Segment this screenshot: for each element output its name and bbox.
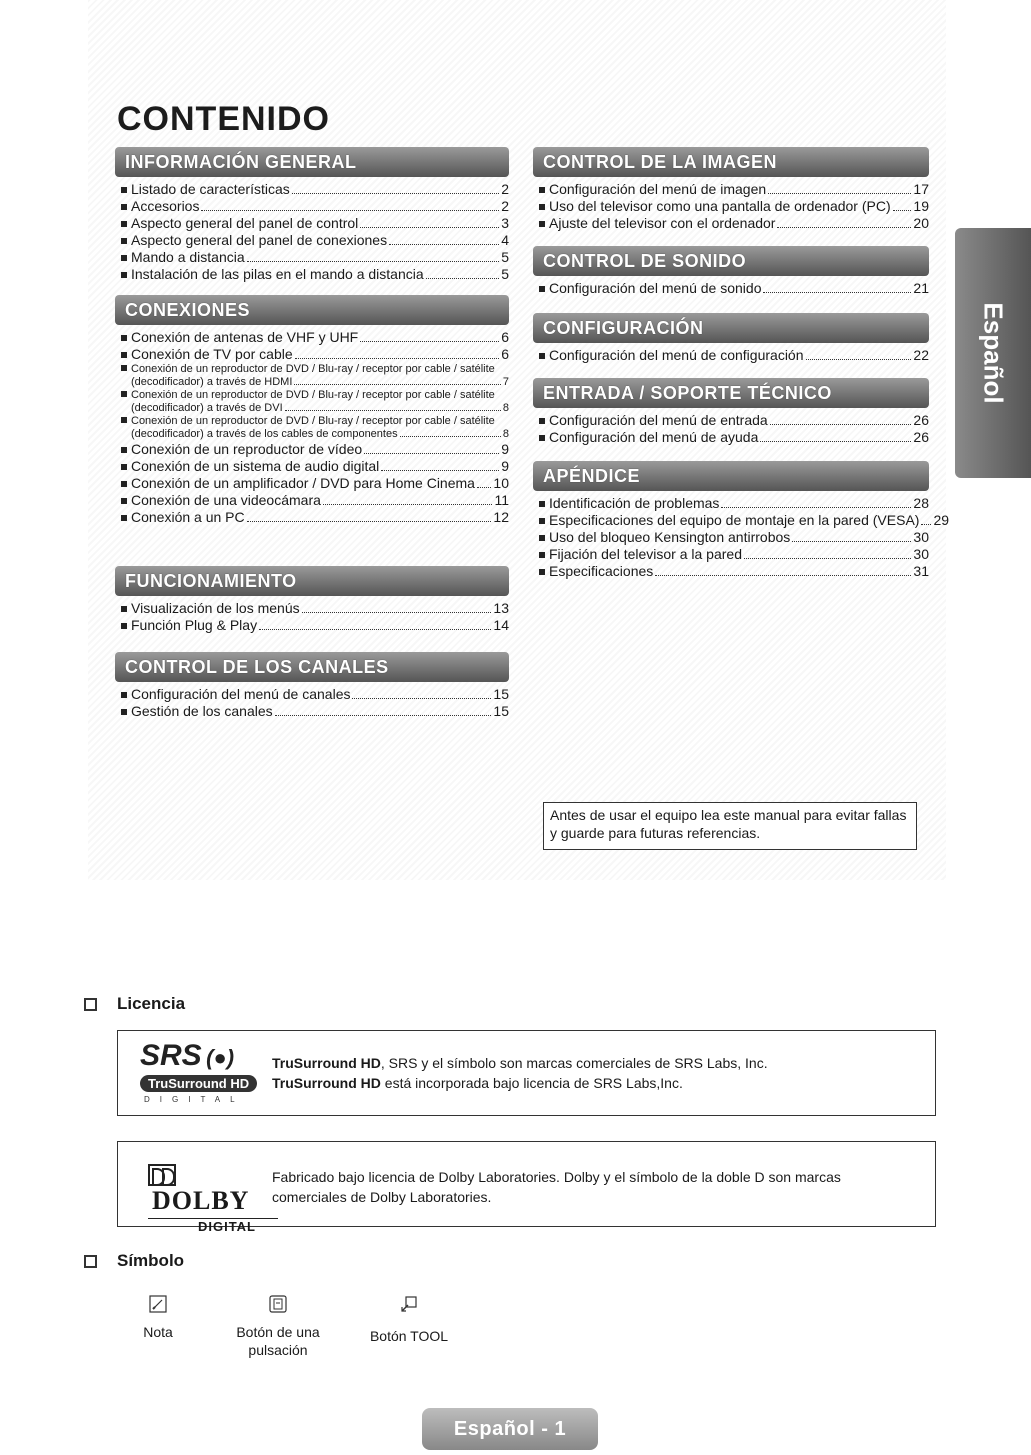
bullet-icon	[121, 606, 127, 612]
toc-item	[121, 346, 509, 363]
section-title: CONEXIONES	[115, 295, 509, 325]
toc-item-page: 8	[502, 428, 509, 440]
toc-item	[539, 495, 929, 512]
toc-item-label: Identificación de problemas	[549, 495, 720, 511]
toc-item	[121, 329, 509, 346]
section-info	[115, 147, 509, 283]
toc-item-page: 30	[913, 546, 929, 562]
toc-item-label: Aspecto general del panel de conexiones	[131, 232, 388, 248]
bullet-icon	[121, 709, 127, 715]
toc-item-page: 20	[913, 215, 929, 231]
tool-icon	[400, 1295, 418, 1313]
toc-item-page: 17	[913, 181, 929, 197]
toc-item	[121, 509, 509, 526]
dot-leader	[760, 441, 911, 442]
section-title: CONTROL DE LA IMAGEN	[533, 147, 929, 177]
dolby-license-text: Fabricado bajo licencia de Dolby Laboratories. Dolby y el símbolo de la doble D son marcas comerciales de Dolby Laboratories.	[272, 1169, 841, 1205]
toc-item-page: 31	[913, 563, 929, 579]
toc-item-page: 21	[913, 280, 929, 296]
dolby-logo-digital: DIGITAL	[148, 1218, 278, 1234]
toc-list	[115, 329, 509, 526]
bullet-icon	[121, 481, 127, 487]
toc-item-page: 11	[494, 492, 509, 508]
toc-item	[539, 215, 929, 232]
toc-list	[115, 686, 509, 720]
section-title: CONFIGURACIÓN	[533, 313, 929, 343]
section-sonido	[533, 246, 929, 297]
toc-item-page: 15	[493, 703, 509, 719]
toc-item-label: Listado de características	[131, 181, 290, 197]
toc-item-page: 4	[501, 232, 509, 248]
toc-item-page: 6	[501, 329, 509, 345]
dot-leader	[285, 410, 501, 411]
srs-line-2-rest: está incorporada bajo licencia de SRS Labs,Inc.	[380, 1075, 683, 1091]
dot-leader	[381, 470, 499, 471]
toc-item	[539, 181, 929, 198]
bullet-icon	[121, 692, 127, 698]
bullet-icon	[539, 353, 545, 359]
section-imagen	[533, 147, 929, 232]
toc-item	[121, 415, 509, 441]
toc-item	[121, 492, 509, 509]
bullet-icon	[121, 623, 127, 629]
bullet-icon	[121, 255, 127, 261]
dot-leader	[806, 359, 912, 360]
dot-leader	[400, 436, 501, 437]
footer-page-label: Español - 1	[422, 1408, 598, 1450]
srs-logo-digital: DIGITAL	[144, 1095, 245, 1104]
srs-line-1-rest: , SRS y el símbolo son marcas comerciales de SRS Labs, Inc.	[380, 1055, 768, 1071]
section-title: APÉNDICE	[533, 461, 929, 491]
bullet-icon	[121, 464, 127, 470]
toc-item	[121, 458, 509, 475]
toc-item	[121, 249, 509, 266]
toc-list	[533, 495, 950, 580]
toc-item-page: 9	[501, 441, 509, 457]
symbol-tool	[354, 1295, 464, 1345]
toc-item-page: 26	[913, 429, 929, 445]
toc-item-page: 22	[913, 347, 929, 363]
dot-leader	[294, 384, 500, 385]
toc-item-label: Conexión de un reproductor de DVD / Blu-ray / receptor por cable / satélite	[131, 389, 495, 401]
symbol-note	[128, 1295, 188, 1341]
toc-item	[539, 512, 950, 529]
dot-leader	[247, 261, 500, 262]
dolby-logo	[148, 1164, 278, 1234]
bullet-icon	[121, 417, 127, 423]
dot-leader	[770, 424, 912, 425]
toc-item-label: Conexión de un amplificador / DVD para Home Cinema	[131, 475, 475, 491]
toc-item	[539, 198, 929, 215]
toc-item-label: Especificaciones del equipo de montaje en la pared (VESA)	[549, 512, 920, 528]
toc-list	[533, 280, 929, 297]
toc-item	[121, 232, 509, 249]
toc-item-label: Aspecto general del panel de control	[131, 215, 359, 231]
section-title: CONTROL DE LOS CANALES	[115, 652, 509, 682]
dolby-logo-word: DOLBY	[152, 1186, 250, 1215]
bullet-icon	[121, 187, 127, 193]
bullet-icon	[121, 391, 127, 397]
dot-leader	[477, 487, 491, 488]
note-icon	[149, 1295, 167, 1313]
dot-leader	[259, 629, 491, 630]
toc-item-label-cont: (decodificador) a través de HDMI	[131, 376, 293, 388]
bullet-icon	[121, 204, 127, 210]
simbolo-heading	[84, 1251, 184, 1271]
toc-item	[539, 412, 929, 429]
toc-item-page: 8	[502, 402, 509, 414]
dot-leader	[295, 358, 500, 359]
toc-item-page: 9	[501, 458, 509, 474]
toc-item-label: Conexión de antenas de VHF y UHF	[131, 329, 359, 345]
dot-leader	[352, 698, 491, 699]
toc-item	[539, 347, 929, 364]
toc-list	[115, 181, 509, 283]
dot-leader	[792, 541, 911, 542]
bullet-icon	[121, 365, 127, 371]
toc-item-page: 29	[933, 512, 950, 528]
srs-logo-pill: TruSurround HD	[140, 1075, 257, 1092]
section-title: FUNCIONAMIENTO	[115, 566, 509, 596]
bullet-icon	[121, 238, 127, 244]
one-touch-icon	[269, 1295, 287, 1313]
section-canales	[115, 652, 509, 720]
srs-logo-word: SRS	[140, 1039, 202, 1072]
bullet-icon	[539, 435, 545, 441]
toc-item-page: 2	[501, 181, 509, 197]
toc-item	[539, 563, 929, 580]
side-tab-label: Español	[978, 302, 1009, 404]
srs-line-1	[272, 1053, 912, 1073]
toc-item-page: 28	[913, 495, 929, 511]
section-title: CONTROL DE SONIDO	[533, 246, 929, 276]
toc-item	[121, 181, 509, 198]
toc-item-label-cont: (decodificador) a través de DVI	[131, 402, 283, 414]
dolby-license-box	[117, 1141, 936, 1234]
toc-item-label: Conexión a un PC	[131, 509, 245, 525]
toc-item-label: Configuración del menú de entrada	[549, 412, 768, 428]
dot-leader	[763, 292, 911, 293]
toc-item-page: 13	[493, 600, 509, 616]
toc-item-label: Especificaciones	[549, 563, 654, 579]
toc-item-label: Instalación de las pilas en el mando a distancia	[131, 266, 424, 282]
dot-leader	[655, 575, 911, 576]
srs-line-2	[272, 1073, 912, 1093]
toc-item-label: Función Plug & Play	[131, 617, 258, 633]
dot-leader	[247, 521, 492, 522]
toc-item	[539, 529, 929, 546]
srs-license-box	[117, 1030, 936, 1116]
srs-logo-symbol: (●)	[206, 1045, 235, 1070]
dot-leader	[777, 227, 911, 228]
srs-brand: TruSurround HD	[272, 1075, 381, 1091]
bullet-icon	[121, 447, 127, 453]
toc-item	[539, 546, 929, 563]
toc-item	[539, 280, 929, 297]
page-title: CONTENIDO	[117, 100, 330, 138]
toc-item-label: Mando a distancia	[131, 249, 245, 265]
toc-item	[121, 686, 509, 703]
toc-item-page: 5	[501, 266, 509, 282]
dot-leader	[768, 193, 911, 194]
srs-license-text	[272, 1053, 912, 1093]
bullet-icon	[121, 221, 127, 227]
bullet-icon	[539, 552, 545, 558]
toc-item-page: 5	[501, 249, 509, 265]
srs-logo	[140, 1039, 280, 1109]
toc-item-label: Configuración del menú de ayuda	[549, 429, 759, 445]
toc-item-page: 14	[493, 617, 509, 633]
toc-item-label: Configuración del menú de sonido	[549, 280, 762, 296]
toc-item-label: Ajuste del televisor con el ordenador	[549, 215, 776, 231]
dot-leader	[744, 558, 911, 559]
dot-leader	[360, 341, 499, 342]
toc-item-label: Conexión de TV por cable	[131, 346, 293, 362]
dot-leader	[721, 507, 911, 508]
toc-list	[115, 600, 509, 634]
bullet-icon	[539, 221, 545, 227]
toc-list	[533, 181, 929, 232]
toc-item	[121, 198, 509, 215]
dot-leader	[201, 210, 499, 211]
dolby-double-d-icon	[148, 1164, 176, 1186]
bullet-icon	[539, 501, 545, 507]
bullet-icon	[539, 535, 545, 541]
toc-item-label: Accesorios	[131, 198, 200, 214]
dot-leader	[426, 278, 500, 279]
toc-item-label: Conexión de un reproductor de DVD / Blu-ray / receptor por cable / satélite	[131, 363, 495, 375]
toc-list	[533, 347, 929, 364]
symbol-one-touch	[222, 1295, 334, 1359]
licencia-heading	[84, 994, 185, 1014]
toc-item-page: 19	[913, 198, 929, 214]
toc-item-page: 30	[913, 529, 929, 545]
section-conexiones	[115, 295, 509, 526]
toc-item-label: Uso del televisor como una pantalla de ordenador (PC)	[549, 198, 891, 214]
toc-list	[533, 412, 929, 446]
bullet-icon	[121, 515, 127, 521]
toc-item-page: 3	[501, 215, 509, 231]
note-box: Antes de usar el equipo lea este manual para evitar fallas y guarde para futuras referencias.	[543, 802, 917, 850]
toc-item-page: 15	[493, 686, 509, 702]
toc-item	[121, 389, 509, 415]
toc-item-page: 7	[502, 376, 509, 388]
toc-item-page: 12	[493, 509, 509, 525]
toc-item-label: Conexión de un reproductor de DVD / Blu-ray / receptor por cable / satélite	[131, 415, 495, 427]
toc-item-label: Uso del bloqueo Kensington antirrobos	[549, 529, 791, 545]
section-title: ENTRADA / SOPORTE TÉCNICO	[533, 378, 929, 408]
dot-leader	[302, 612, 492, 613]
toc-item-page: 2	[501, 198, 509, 214]
toc-item	[121, 363, 509, 389]
toc-item-page: 26	[913, 412, 929, 428]
symbol-tool-label: Botón TOOL	[369, 1328, 449, 1344]
toc-item-label: Configuración del menú de imagen	[549, 181, 767, 197]
toc-item	[121, 475, 509, 492]
dot-leader	[364, 453, 499, 454]
toc-item-label: Conexión de un reproductor de vídeo	[131, 441, 363, 457]
toc-item-label: Fijación del televisor a la pared	[549, 546, 742, 562]
bullet-icon	[539, 518, 545, 524]
toc-item	[121, 266, 509, 283]
toc-item-label: Configuración del menú de configuración	[549, 347, 804, 363]
toc-item-label-cont: (decodificador) a través de los cables de componentes	[131, 428, 398, 440]
toc-item	[121, 703, 509, 720]
toc-item-page: 6	[501, 346, 509, 362]
toc-item-page: 10	[493, 475, 509, 491]
toc-item-label: Gestión de los canales	[131, 703, 273, 719]
toc-item	[539, 429, 929, 446]
dot-leader	[292, 193, 499, 194]
toc-item-label: Visualización de los menús	[131, 600, 300, 616]
section-title: INFORMACIÓN GENERAL	[115, 147, 509, 177]
dot-leader	[323, 504, 493, 505]
section-apendice	[533, 461, 950, 580]
dot-leader	[360, 227, 499, 228]
bullet-icon	[121, 352, 127, 358]
toc-item	[121, 617, 509, 634]
bullet-icon	[539, 569, 545, 575]
section-configuracion	[533, 313, 929, 364]
toc-item	[121, 215, 509, 232]
dot-leader	[893, 210, 912, 211]
toc-item	[121, 600, 509, 617]
toc-item	[121, 441, 509, 458]
toc-item-label: Conexión de una videocámara	[131, 492, 321, 508]
section-funcionamiento	[115, 566, 509, 634]
simbolo-heading-label: Símbolo	[117, 1251, 185, 1270]
bullet-icon	[539, 187, 545, 193]
language-side-tab	[955, 228, 1031, 478]
symbol-one-touch-label: Botón de una pulsación	[236, 1324, 320, 1358]
bullet-icon	[121, 272, 127, 278]
checkbox-square-icon	[84, 1255, 97, 1268]
section-entrada	[533, 378, 929, 446]
srs-brand: TruSurround HD	[272, 1055, 381, 1071]
checkbox-square-icon	[84, 998, 97, 1011]
bullet-icon	[539, 286, 545, 292]
bullet-icon	[539, 204, 545, 210]
bullet-icon	[121, 335, 127, 341]
dot-leader	[389, 244, 499, 245]
dot-leader	[275, 715, 492, 716]
bullet-icon	[539, 418, 545, 424]
toc-item-label: Conexión de un sistema de audio digital	[131, 458, 380, 474]
bullet-icon	[121, 498, 127, 504]
licencia-heading-label: Licencia	[117, 994, 186, 1013]
dot-leader	[921, 524, 931, 525]
toc-item-label: Configuración del menú de canales	[131, 686, 351, 702]
symbol-note-label: Nota	[143, 1324, 173, 1340]
